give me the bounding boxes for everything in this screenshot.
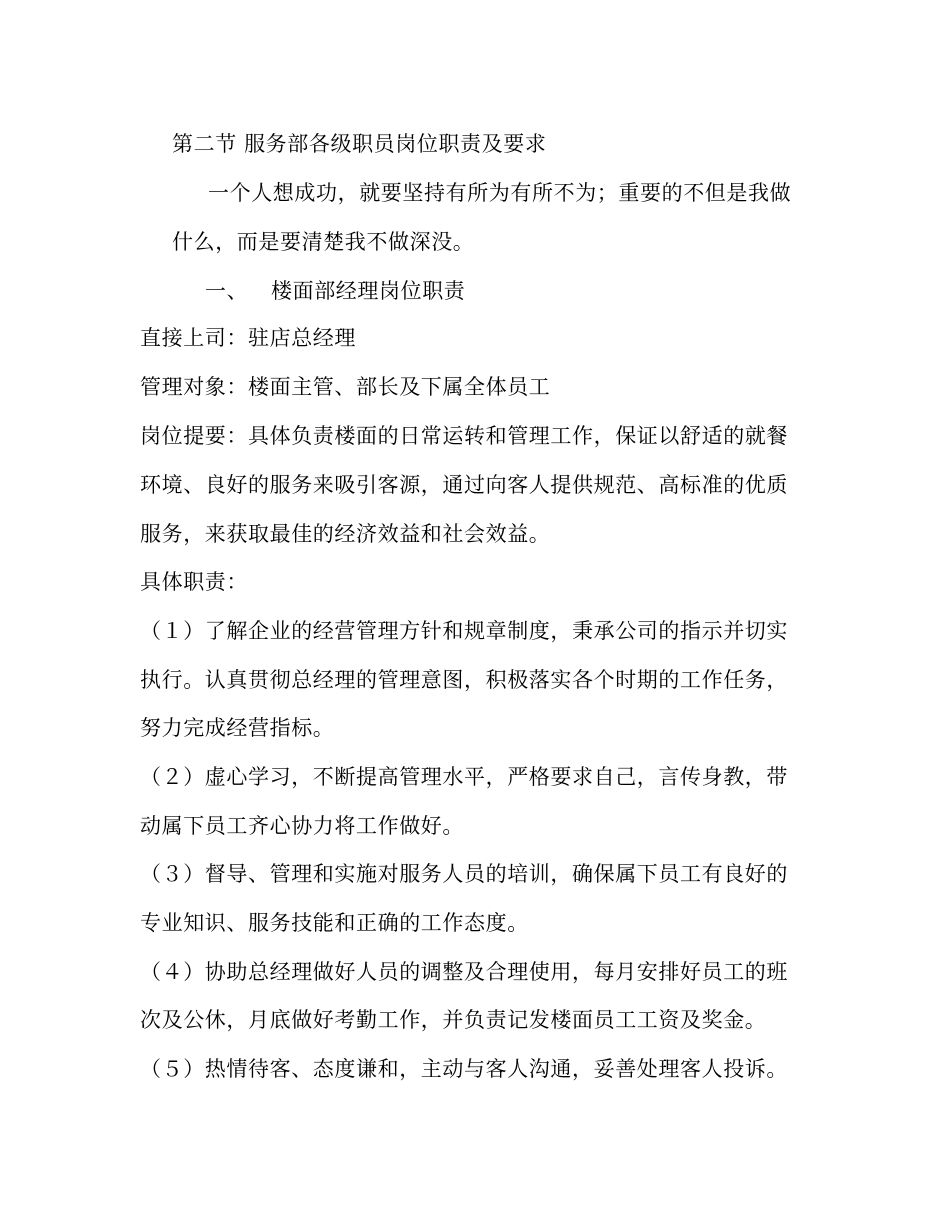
duty-line: （１）了解企业的经营管理方针和规章制度，秉承公司的指示并切实 [140,619,788,643]
duty-line: （４）协助总经理做好人员的调整及合理使用，每月安排好员工的班 [140,960,788,984]
job-summary-line: 环境、良好的服务来吸引客源，通过向客人提供规范、高标准的优质 [140,473,788,497]
duties-label: 具体职责： [140,570,248,594]
subsection-title: 楼面部经理岗位职责 [271,279,466,303]
section-heading: 第二节 服务部各级职员岗位职责及要求 [172,132,547,156]
duty-line: 专业知识、服务技能和正确的工作态度。 [140,911,529,935]
intro-line: 什么，而是要清楚我不做深没。 [172,230,475,254]
duty-line: （３）督导、管理和实施对服务人员的培训，确保属下员工有良好的 [140,862,788,886]
job-summary-line: 岗位提要：具体负责楼面的日常运转和管理工作，保证以舒适的就餐 [140,424,788,448]
direct-supervisor: 直接上司：驻店总经理 [140,326,356,350]
duty-line: 次及公休，月底做好考勤工作，并负责记发楼面员工工资及奖金。 [140,1008,767,1032]
intro-line: 一个人想成功，就要坚持有所为有所不为；重要的不但是我做 [208,181,792,205]
duty-line: （５）热情待客、态度谦和，主动与客人沟通，妥善处理客人投诉。 [140,1057,788,1081]
duty-line: （２）虚心学习，不断提高管理水平，严格要求自己，言传身教，带 [140,765,788,789]
duty-line: 动属下员工齐心协力将工作做好。 [140,814,464,838]
job-summary-line: 服务，来获取最佳的经济效益和社会效益。 [140,522,551,546]
duty-line: 努力完成经营指标。 [140,716,335,740]
duty-line: 执行。认真贯彻总经理的管理意图，积极落实各个时期的工作任务， [140,668,788,692]
managed-staff: 管理对象：楼面主管、部长及下属全体员工 [140,375,551,399]
subsection-number: 一、 [205,279,249,303]
